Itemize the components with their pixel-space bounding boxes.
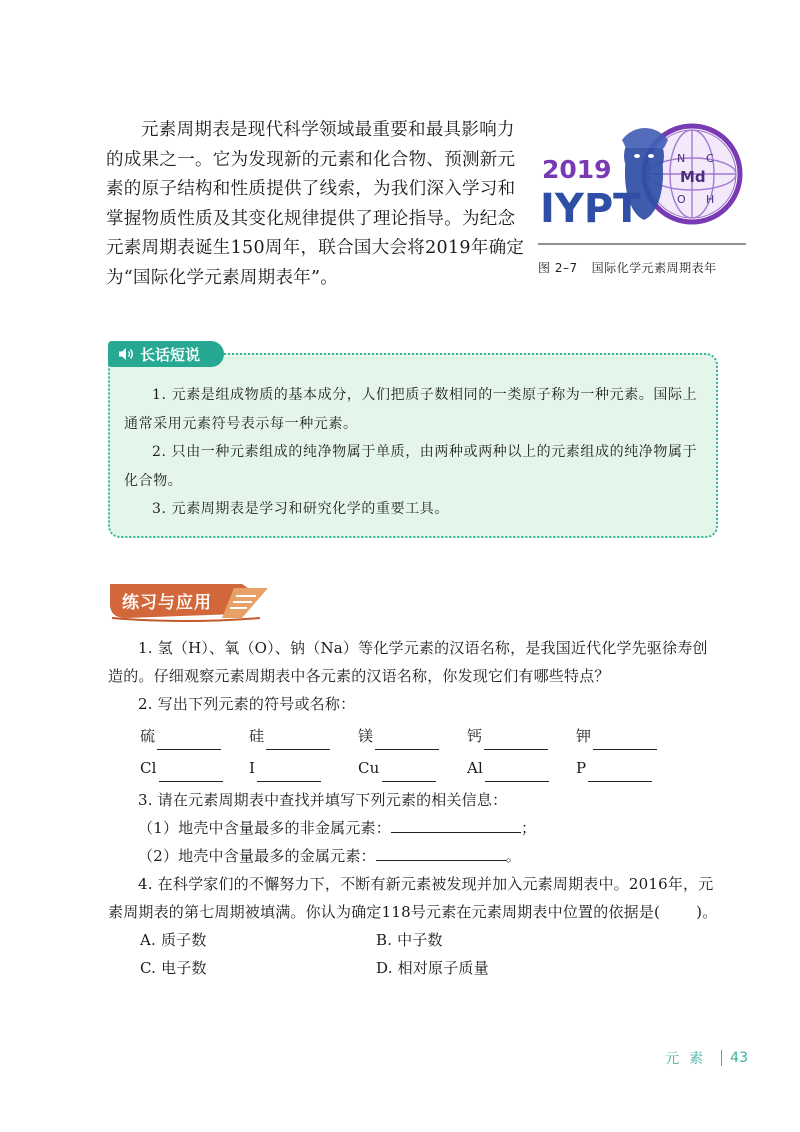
fill-item: Cl [140, 754, 249, 782]
option-row [108, 926, 720, 954]
figure-caption-text: 国际化学元素周期表年 [591, 261, 717, 275]
answer-blank[interactable] [593, 731, 657, 750]
figure-number: 图 2–7 [538, 261, 578, 275]
answer-blank[interactable] [391, 814, 521, 833]
intro-text [106, 116, 526, 294]
answer-blank[interactable] [157, 731, 221, 750]
answer-blank[interactable] [266, 731, 330, 750]
answer-blank[interactable] [376, 842, 506, 861]
summary-body [124, 381, 708, 524]
page-number: 43 [730, 1050, 748, 1066]
exercises [108, 634, 720, 982]
footer-divider [721, 1050, 722, 1066]
logo-element-o: O [677, 193, 686, 206]
logo-element-h: H [706, 193, 715, 206]
fill-item: I [249, 754, 358, 782]
question-1: 1. 氢（H）、氧（O）、钠（Na）等化学元素的汉语名称，是我国近代化学先驱徐寿创造的。仔细观察元素周期表中各元素的汉语名称，你发现它们有哪些特点？ [108, 639, 708, 685]
practice-title: 练习与应用 [122, 593, 212, 613]
fill-item: 钾 [576, 722, 685, 750]
q2-symbol-row [108, 750, 720, 782]
option-b[interactable]: B. 中子数 [376, 931, 443, 949]
fill-item: 硫 [140, 722, 249, 750]
option-c[interactable]: C. 电子数 [140, 959, 207, 977]
answer-blank[interactable] [485, 763, 549, 782]
speaker-icon [118, 347, 134, 361]
question-3-1: （1）地壳中含量最多的非金属元素： ； [108, 814, 720, 842]
summary-item: 1. 元素是组成物质的基本成分，人们把质子数相同的一类原子称为一种元素。国际上通常采用元素符号表示每一种元素。 [124, 387, 698, 432]
intro-paragraph: 元素周期表是现代科学领域最重要和最具影响力的成果之一。它为发现新的元素和化合物、预测新元素的原子结构和性质提供了线索，为我们深入学习和掌握物质性质及其变化规律提供了理论指导。为纪念元素周期表诞生150周年，联合国大会将2019年确定为“国际化学元素周期表年”。 [106, 120, 525, 288]
summary-item: 2. 只由一种元素组成的纯净物属于单质，由两种或两种以上的元素组成的纯净物属于化合物。 [124, 444, 698, 489]
question-3-2: （2）地壳中含量最多的金属元素： 。 [108, 842, 720, 870]
fill-item: Al [467, 754, 576, 782]
summary-item: 3. 元素周期表是学习和研究化学的重要工具。 [152, 501, 450, 518]
fill-item: 镁 [358, 722, 467, 750]
iypt-logo [538, 118, 746, 246]
answer-blank[interactable] [588, 763, 652, 782]
page-footer [665, 1048, 748, 1068]
answer-blank[interactable] [375, 731, 439, 750]
fill-item: 硅 [249, 722, 358, 750]
fill-item: P [576, 754, 685, 782]
logo-iypt: IYPT [540, 186, 641, 232]
logo-year: 2019 [542, 155, 612, 184]
option-row [108, 954, 720, 982]
fill-item: Cu [358, 754, 467, 782]
logo-element-c: C [706, 152, 714, 165]
option-d[interactable]: D. 相对原子质量 [376, 959, 489, 977]
question-2: 2. 写出下列元素的符号或名称： [138, 695, 356, 713]
chapter-name: 元素 [665, 1051, 714, 1067]
answer-blank[interactable] [159, 763, 223, 782]
fill-item: 钙 [467, 722, 576, 750]
logo-element-md: Md [680, 168, 706, 186]
option-a[interactable]: A. 质子数 [140, 931, 207, 949]
answer-blank[interactable] [484, 731, 548, 750]
question-3: 3. 请在元素周期表中查找并填写下列元素的相关信息： [138, 791, 508, 809]
answer-blank[interactable] [257, 763, 321, 782]
q2-name-row [108, 718, 720, 750]
figure-caption [538, 259, 717, 276]
summary-tag-label: 长话短说 [140, 345, 201, 364]
summary-tag [108, 341, 224, 367]
answer-blank[interactable] [382, 763, 436, 782]
logo-element-n: N [677, 152, 686, 165]
question-4: 4. 在科学家们的不懈努力下，不断有新元素被发现并加入元素周期表中。2016年，元素周期表的第七周期被填满。你认为确定118号元素在元素周期表中位置的依据是( )。 [108, 875, 718, 921]
